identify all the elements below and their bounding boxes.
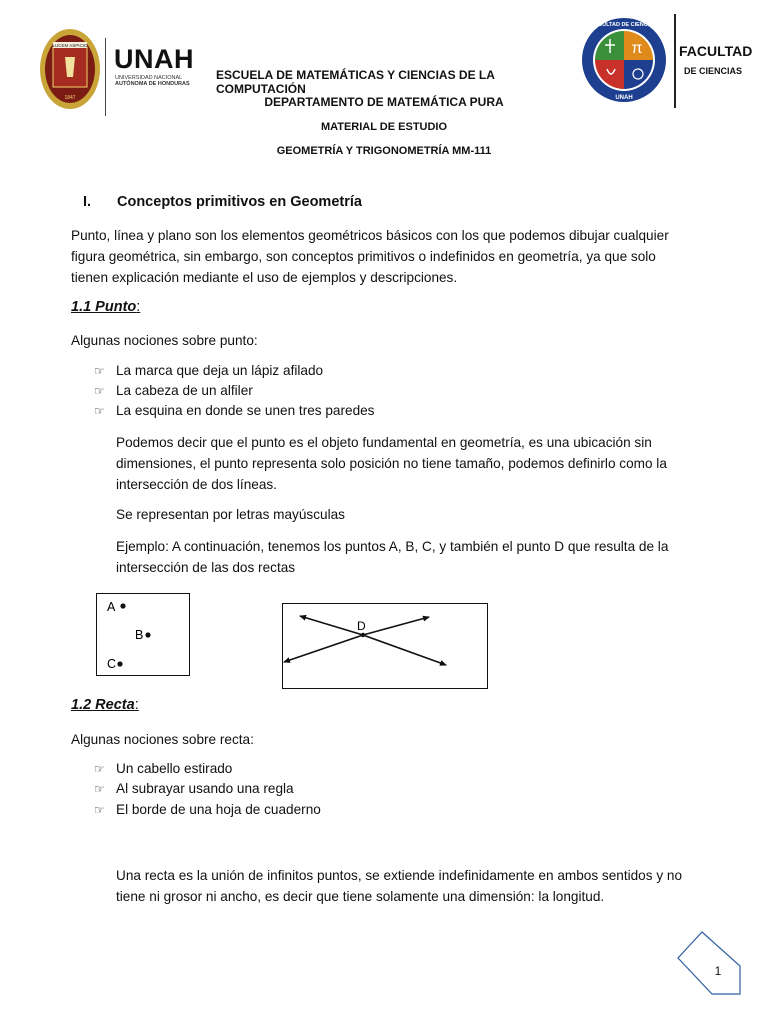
point-c-dot — [117, 661, 122, 666]
header-school: ESCUELA DE MATEMÁTICAS Y CIENCIAS DE LA COMPUTACIÓN — [216, 68, 495, 96]
point-d-label: D — [357, 619, 366, 633]
list-item-text: La marca que deja un lápiz afilado — [116, 363, 324, 378]
header-department: DEPARTAMENTO DE MATEMÁTICA PURA — [264, 95, 504, 109]
list-item — [94, 361, 323, 381]
heading-punto-colon: : — [136, 299, 141, 315]
list-item — [94, 800, 321, 820]
unah-subtitle-1: UNIVERSIDAD NACIONAL — [115, 75, 183, 81]
punto-paragraph-2: Se representan por letras mayúsculas — [116, 507, 345, 522]
point-b-label: B — [135, 628, 144, 642]
seal-year: 1847 — [64, 95, 76, 101]
heading-recta-text: 1.2 Recta — [71, 697, 135, 713]
facultad-ciencias-logo — [581, 17, 667, 103]
point-a-label: A — [107, 600, 116, 614]
unah-subtitle-2: AUTÓNOMA DE HONDURAS — [115, 81, 190, 87]
recta-paragraph-1: Una recta es la unión de infinitos puntos, se extiende indefinidamente en ambos sentidos y no tiene ni grosor ni ancho, es decir que tiene solamente una dimensión: la longitud. — [116, 868, 683, 904]
header-divider-right — [674, 14, 676, 108]
logo-ring-text: FACULTAD DE CIENCIAS — [591, 22, 657, 28]
list-item-text: Un cabello estirado — [116, 761, 233, 776]
section-number: I. — [83, 194, 92, 210]
facultad-subtitle: DE CIENCIAS — [684, 66, 743, 76]
point-c-label: C — [107, 657, 117, 671]
hand-pointing-icon: ☞ — [94, 404, 105, 418]
hand-pointing-icon: ☞ — [94, 384, 105, 398]
intersection-figure — [282, 603, 490, 691]
punto-paragraph-3: Ejemplo: A continuación, tenemos los puntos A, B, C, y también el punto D que resulta de la intersección de las dos rectas — [116, 539, 669, 575]
heading-recta-colon: : — [134, 697, 139, 713]
facultad-title: FACULTAD — [679, 43, 753, 59]
hand-pointing-icon: ☞ — [94, 762, 105, 776]
point-a-dot — [120, 603, 125, 608]
punto-lead: Algunas nociones sobre punto: — [71, 333, 258, 348]
section-title: Conceptos primitivos en Geometría — [117, 194, 362, 210]
list-item-text: Al subrayar usando una regla — [116, 781, 294, 796]
pi-symbol: π — [631, 40, 643, 57]
page-number: 1 — [714, 964, 722, 978]
list-item-text: La cabeza de un alfiler — [116, 383, 253, 398]
punto-paragraph-1: Podemos decir que el punto es el objeto fundamental en geometría, es una ubicación sin dimensiones, el punto representa solo posición no tiene tamaño, podemos definirlo como la intersección de dos líneas. — [116, 435, 667, 492]
unah-wordmark: UNAH — [114, 44, 194, 74]
list-item — [94, 779, 294, 799]
seal-motto: LUCEM ASPICIO — [52, 43, 88, 48]
list-item — [94, 401, 374, 421]
hand-pointing-icon: ☞ — [94, 803, 105, 817]
logo-bottom-text: UNAH — [615, 95, 633, 101]
header-course: GEOMETRÍA Y TRIGONOMETRÍA MM-111 — [276, 145, 492, 157]
list-item-text: El borde de una hoja de cuaderno — [116, 802, 321, 817]
hand-pointing-icon: ☞ — [94, 782, 105, 796]
header-material: MATERIAL DE ESTUDIO — [320, 121, 448, 133]
list-item-text: La esquina en donde se unen tres paredes — [116, 403, 375, 418]
hand-pointing-icon: ☞ — [94, 364, 105, 378]
list-item — [94, 759, 232, 779]
recta-lead: Algunas nociones sobre recta: — [71, 732, 254, 747]
points-figure — [96, 593, 192, 677]
point-b-dot — [145, 632, 150, 637]
page-number-badge — [676, 930, 744, 998]
point-d-dot — [361, 633, 365, 637]
section-intro: Punto, línea y plano son los elementos geométricos básicos con los que podemos dibujar cualquier figura geométrica, sin embargo, son conceptos primitivos o indefinidos en geometría, ya que solo tienen explicación mediante el uso de ejemplos y descripciones. — [71, 228, 669, 285]
heading-punto — [71, 299, 140, 315]
heading-recta — [71, 697, 139, 713]
list-item — [94, 381, 253, 401]
heading-punto-text: 1.1 Punto — [71, 299, 137, 315]
